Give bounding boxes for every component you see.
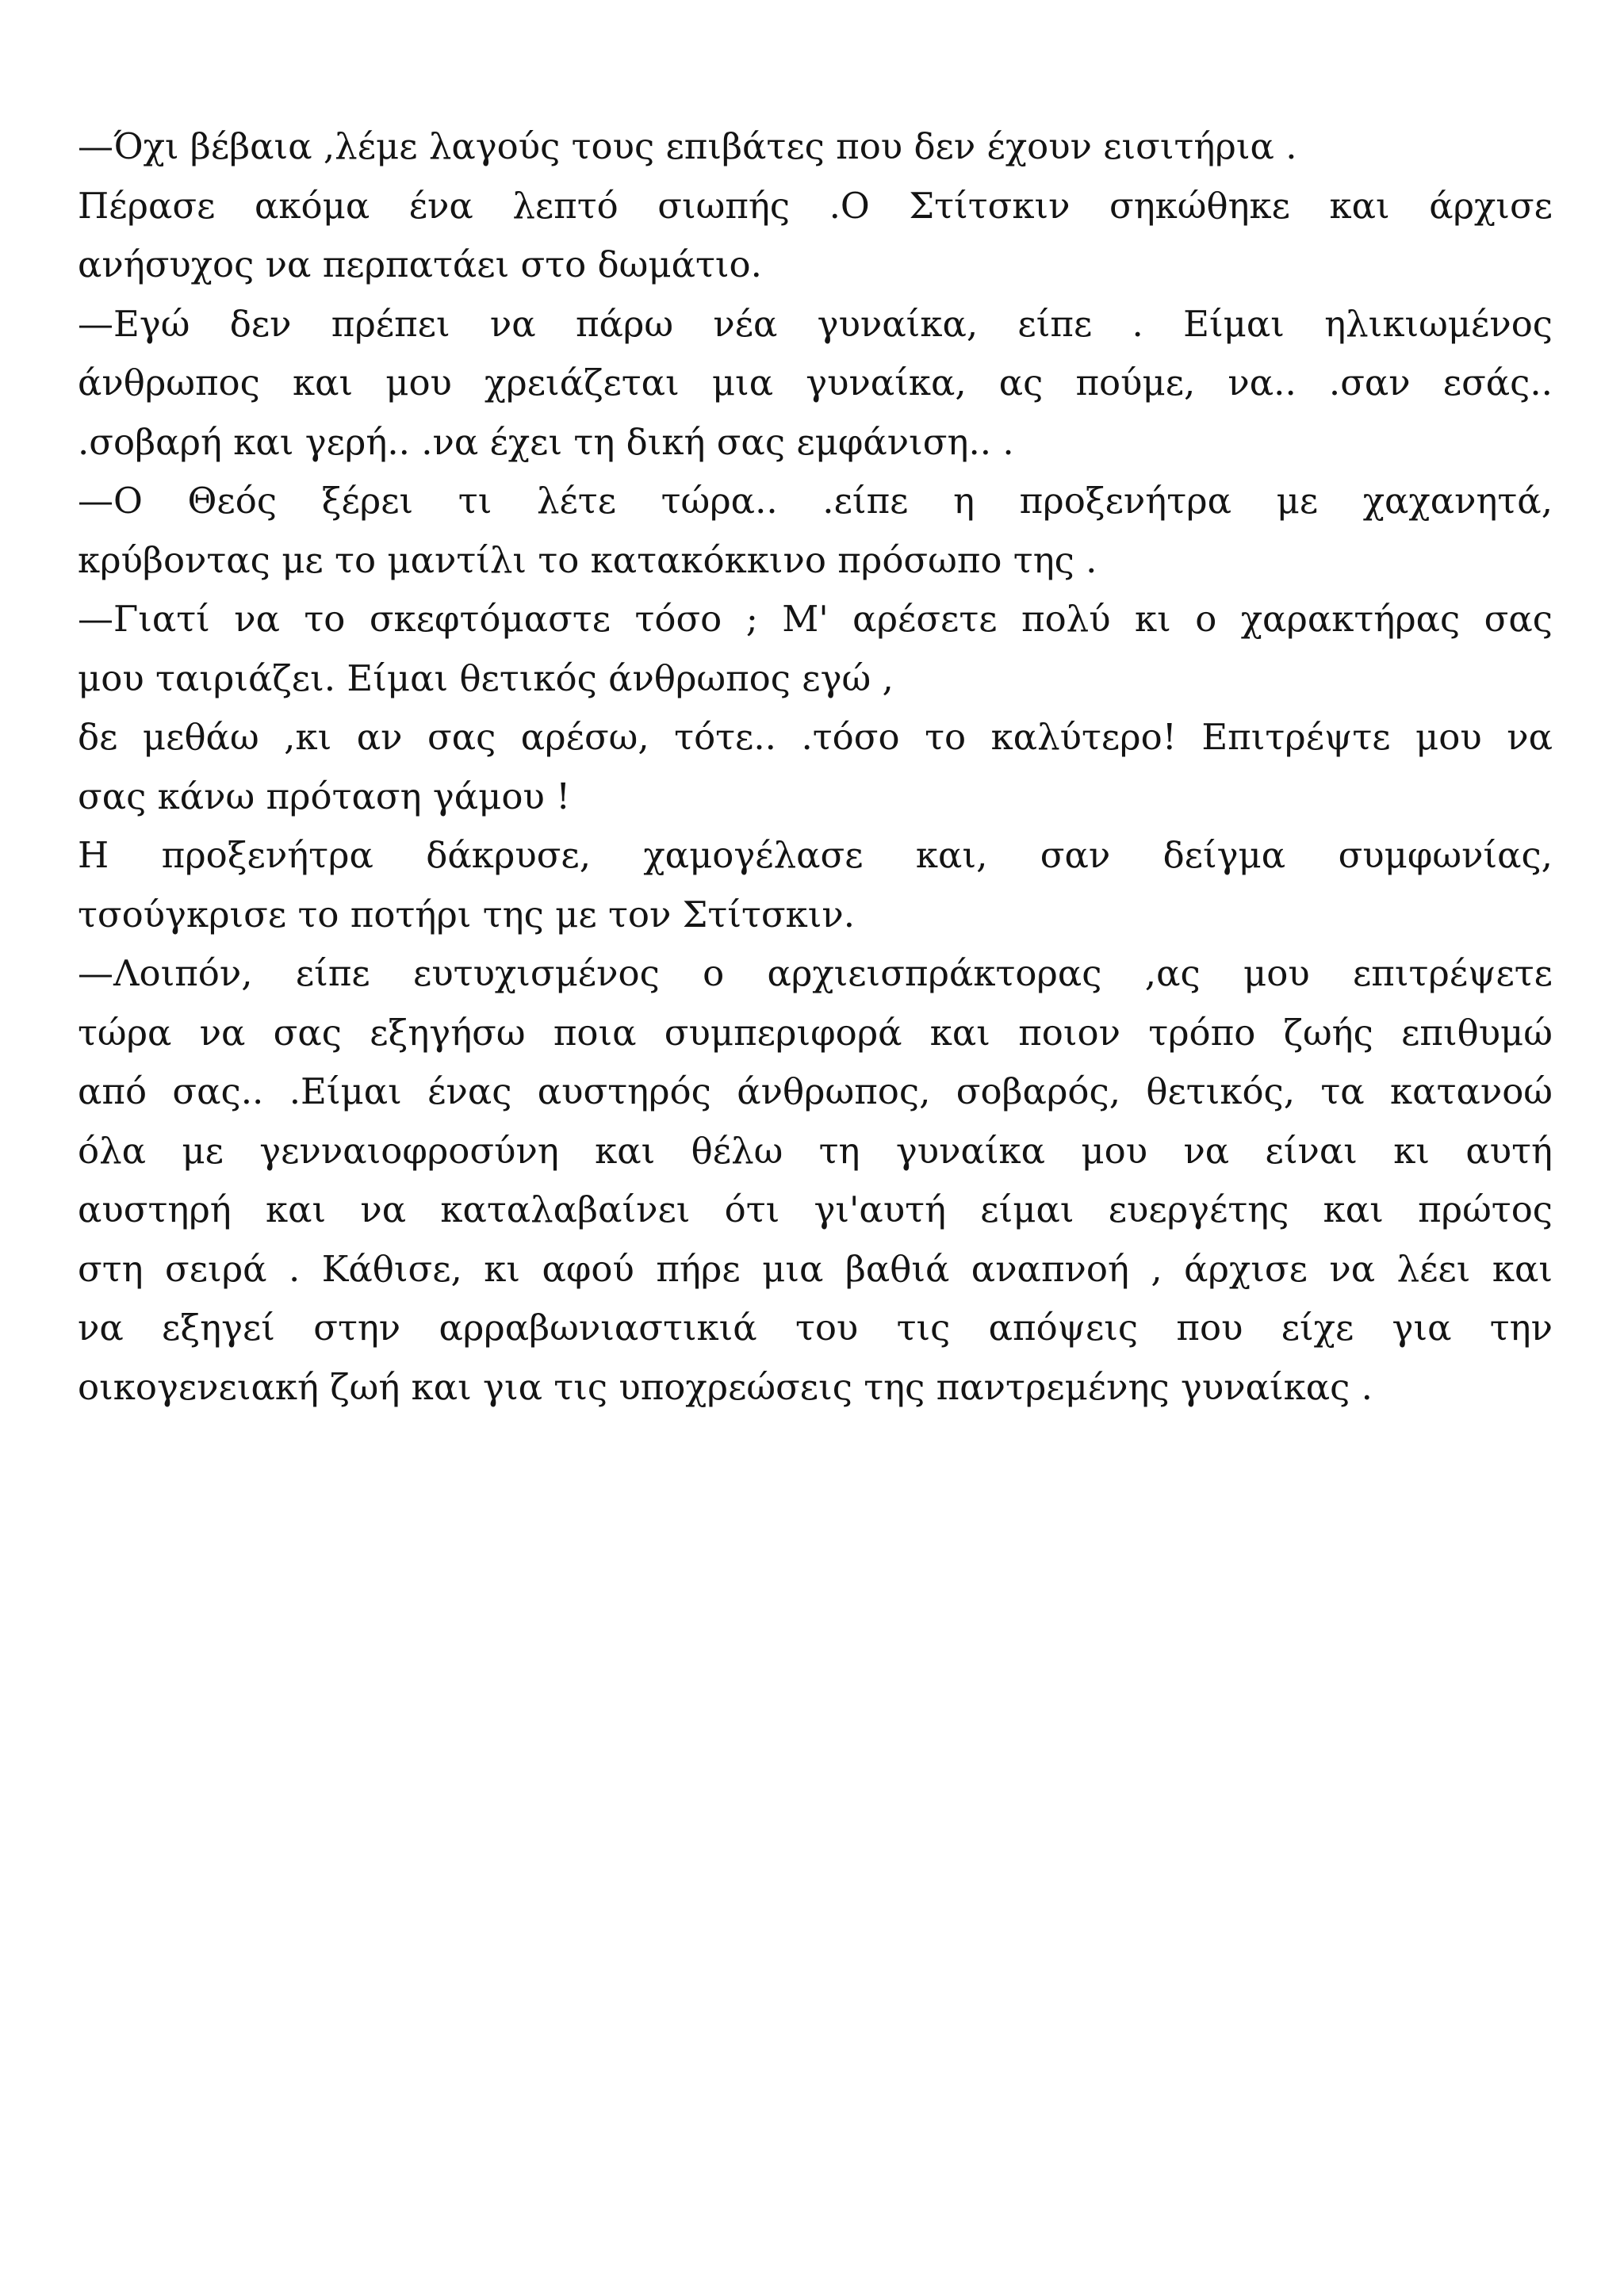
text-line: —Λοιπόν, είπε ευτυχισμένος ο αρχιεισπράκτορας ,ας μου επιτρέψετε <box>78 952 1553 994</box>
text-line: μου ταιριάζει. Είμαι θετικός άνθρωπος εγώ , <box>78 656 894 699</box>
text-line: σας κάνω πρόταση γάμου ! <box>78 775 571 817</box>
text-line: .σοβαρή και γερή.. .να έχει τη δική σας εμφάνιση.. . <box>78 420 1014 463</box>
text-line: άνθρωπος και μου χρειάζεται μια γυναίκα, ας πούμε, να.. .σαν εσάς.. <box>78 362 1553 404</box>
text-line: τώρα να σας εξηγήσω ποια συμπεριφορά και ποιον τρόπο ζωής επιθυμώ <box>78 1011 1553 1054</box>
text-line: τσούγκρισε το ποτήρι της με τον Στίτσκιν. <box>78 893 856 936</box>
text-line: όλα με γενναιοφροσύνη και θέλω τη γυναίκα μου να είναι κι αυτή <box>78 1129 1553 1172</box>
text-line: από σας.. .Είμαι ένας αυστηρός άνθρωπος, σοβαρός, θετικός, τα κατανοώ <box>78 1070 1553 1112</box>
text-line: κρύβοντας με το μαντίλι το κατακόκκινο πρόσωπο της . <box>78 538 1097 581</box>
text-line: Η προξενήτρα δάκρυσε, χαμογέλασε και, σαν δείγμα συμφωνίας, <box>78 834 1553 876</box>
text-line: —Γιατί να το σκεφτόμαστε τόσο ; Μ' αρέσετε πολύ κι ο χαρακτήρας σας <box>78 598 1553 640</box>
text-line: ανήσυχος να περπατάει στο δωμάτιο. <box>78 243 762 285</box>
text-line: —Όχι βέβαια ,λέμε λαγούς τους επιβάτες που δεν έχουν εισιτήρια . <box>78 125 1297 167</box>
text-line: να εξηγεί στην αρραβωνιαστικιά του τις απόψεις που είχε για την <box>78 1307 1553 1349</box>
text-line: αυστηρή και να καταλαβαίνει ότι γι'αυτή είμαι ευεργέτης και πρώτος <box>78 1188 1553 1230</box>
text-line: —Ο Θεός ξέρει τι λέτε τώρα.. .είπε η προξενήτρα με χαχανητά, <box>78 480 1553 522</box>
body-text <box>78 117 1553 1417</box>
text-line: Πέρασε ακόμα ένα λεπτό σιωπής .Ο Στίτσκιν σηκώθηκε και άρχισε <box>78 184 1553 227</box>
text-line: —Εγώ δεν πρέπει να πάρω νέα γυναίκα, είπε . Είμαι ηλικιωμένος <box>78 302 1553 345</box>
text-line: οικογενειακή ζωή και για τις υποχρεώσεις της παντρεμένης γυναίκας . <box>78 1365 1373 1408</box>
text-line: δε μεθάω ,κι αν σας αρέσω, τότε.. .τόσο το καλύτερο! Επιτρέψτε μου να <box>78 716 1553 758</box>
text-line: στη σειρά . Κάθισε, κι αφού πήρε μια βαθιά αναπνοή , άρχισε να λέει και <box>78 1247 1553 1290</box>
